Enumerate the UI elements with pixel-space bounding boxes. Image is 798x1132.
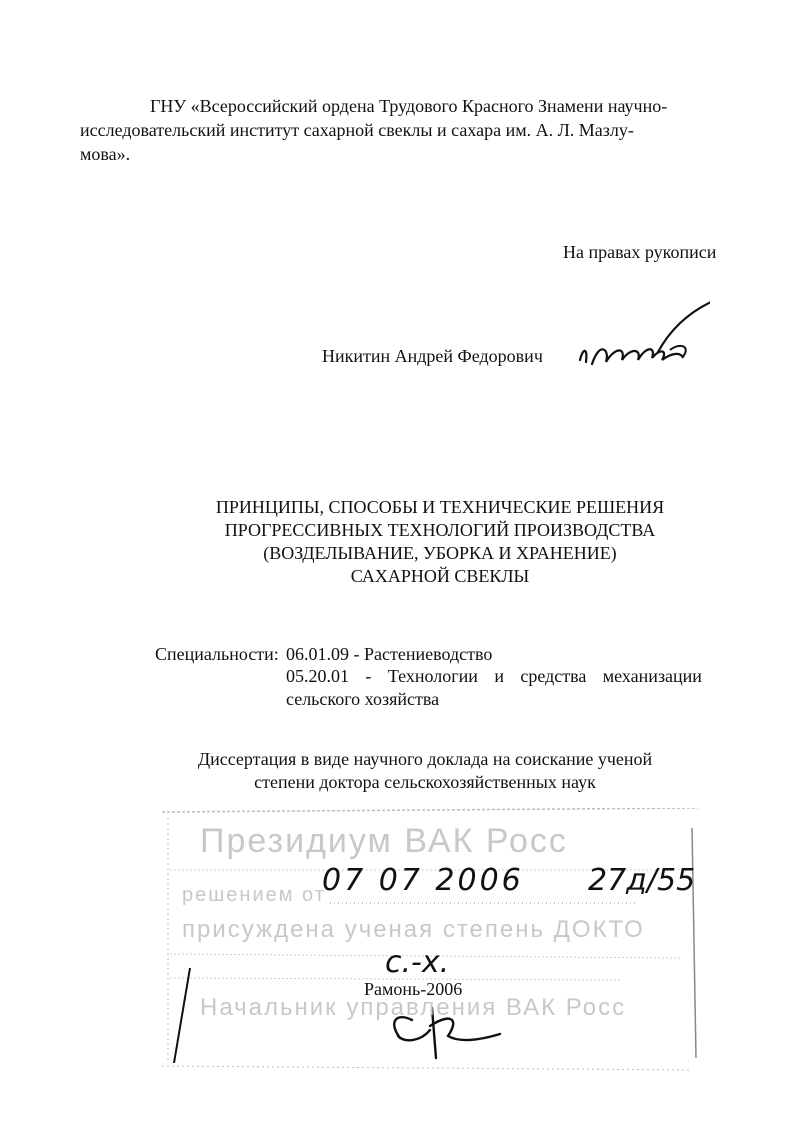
stamp-handwritten-number: 27д/55 <box>588 863 696 898</box>
title-line-1: ПРИНЦИПЫ, СПОСОБЫ И ТЕХНИЧЕСКИЕ РЕШЕНИЯ <box>215 497 665 517</box>
specialty-2-word: Технологии <box>387 666 478 686</box>
specialty-2-word: - <box>365 666 372 686</box>
stamp-line-2: решением от <box>182 884 326 906</box>
dissertation-line-2: степени доктора сельскохозяйственных наук <box>254 772 596 792</box>
specialties-label: Специальности: <box>155 644 279 664</box>
organization-line-2: исследовательский институт сахарной свеклы и сахара им. А. Л. Мазлу- <box>80 120 634 140</box>
specialty-2-word: 05.20.01 <box>286 666 349 686</box>
organization-line-1: ГНУ «Всероссийский ордена Трудового Красного Знамени научно- <box>150 96 668 116</box>
title-line-2: ПРОГРЕССИВНЫХ ТЕХНОЛОГИЙ ПРОИЗВОДСТВА <box>224 520 656 540</box>
specialty-2-word: механизации <box>602 666 702 686</box>
stamp-handwritten-date: 07 07 2006 <box>322 863 524 898</box>
dissertation-title <box>190 496 690 588</box>
specialty-2-word: и <box>494 666 504 686</box>
dissertation-type <box>175 748 675 794</box>
title-line-3: (ВОЗДЕЛЫВАНИЕ, УБОРКА И ХРАНЕНИЕ) <box>263 543 617 563</box>
organization-name <box>80 94 730 166</box>
stamp-line-4: Начальник управления ВАК Росс <box>200 994 627 1021</box>
specialty-2-word: средства <box>520 666 587 686</box>
vak-stamp <box>160 808 700 1073</box>
stamp-handwritten-field: с.-х. <box>385 945 450 980</box>
specialty-2-continuation: сельского хозяйства <box>286 689 440 709</box>
author-signature <box>570 290 710 380</box>
stamp-line-3: присуждена ученая степень ДОКТО <box>182 916 645 943</box>
specialty-1: 06.01.09 - Растениеводство <box>286 644 493 664</box>
author-name: Никитин Андрей Федорович <box>322 346 543 366</box>
stamp-line-1: Президиум ВАК Росс <box>200 822 568 860</box>
specialty-2 <box>286 665 702 687</box>
dissertation-line-1: Диссертация в виде научного доклада на соискание ученой <box>197 749 653 769</box>
organization-line-3: мова». <box>80 144 131 164</box>
place-year: Рамонь-2006 <box>364 979 463 999</box>
rights-note: На правах рукописи <box>563 242 717 262</box>
title-line-4: САХАРНОЙ СВЕКЛЫ <box>350 566 530 586</box>
